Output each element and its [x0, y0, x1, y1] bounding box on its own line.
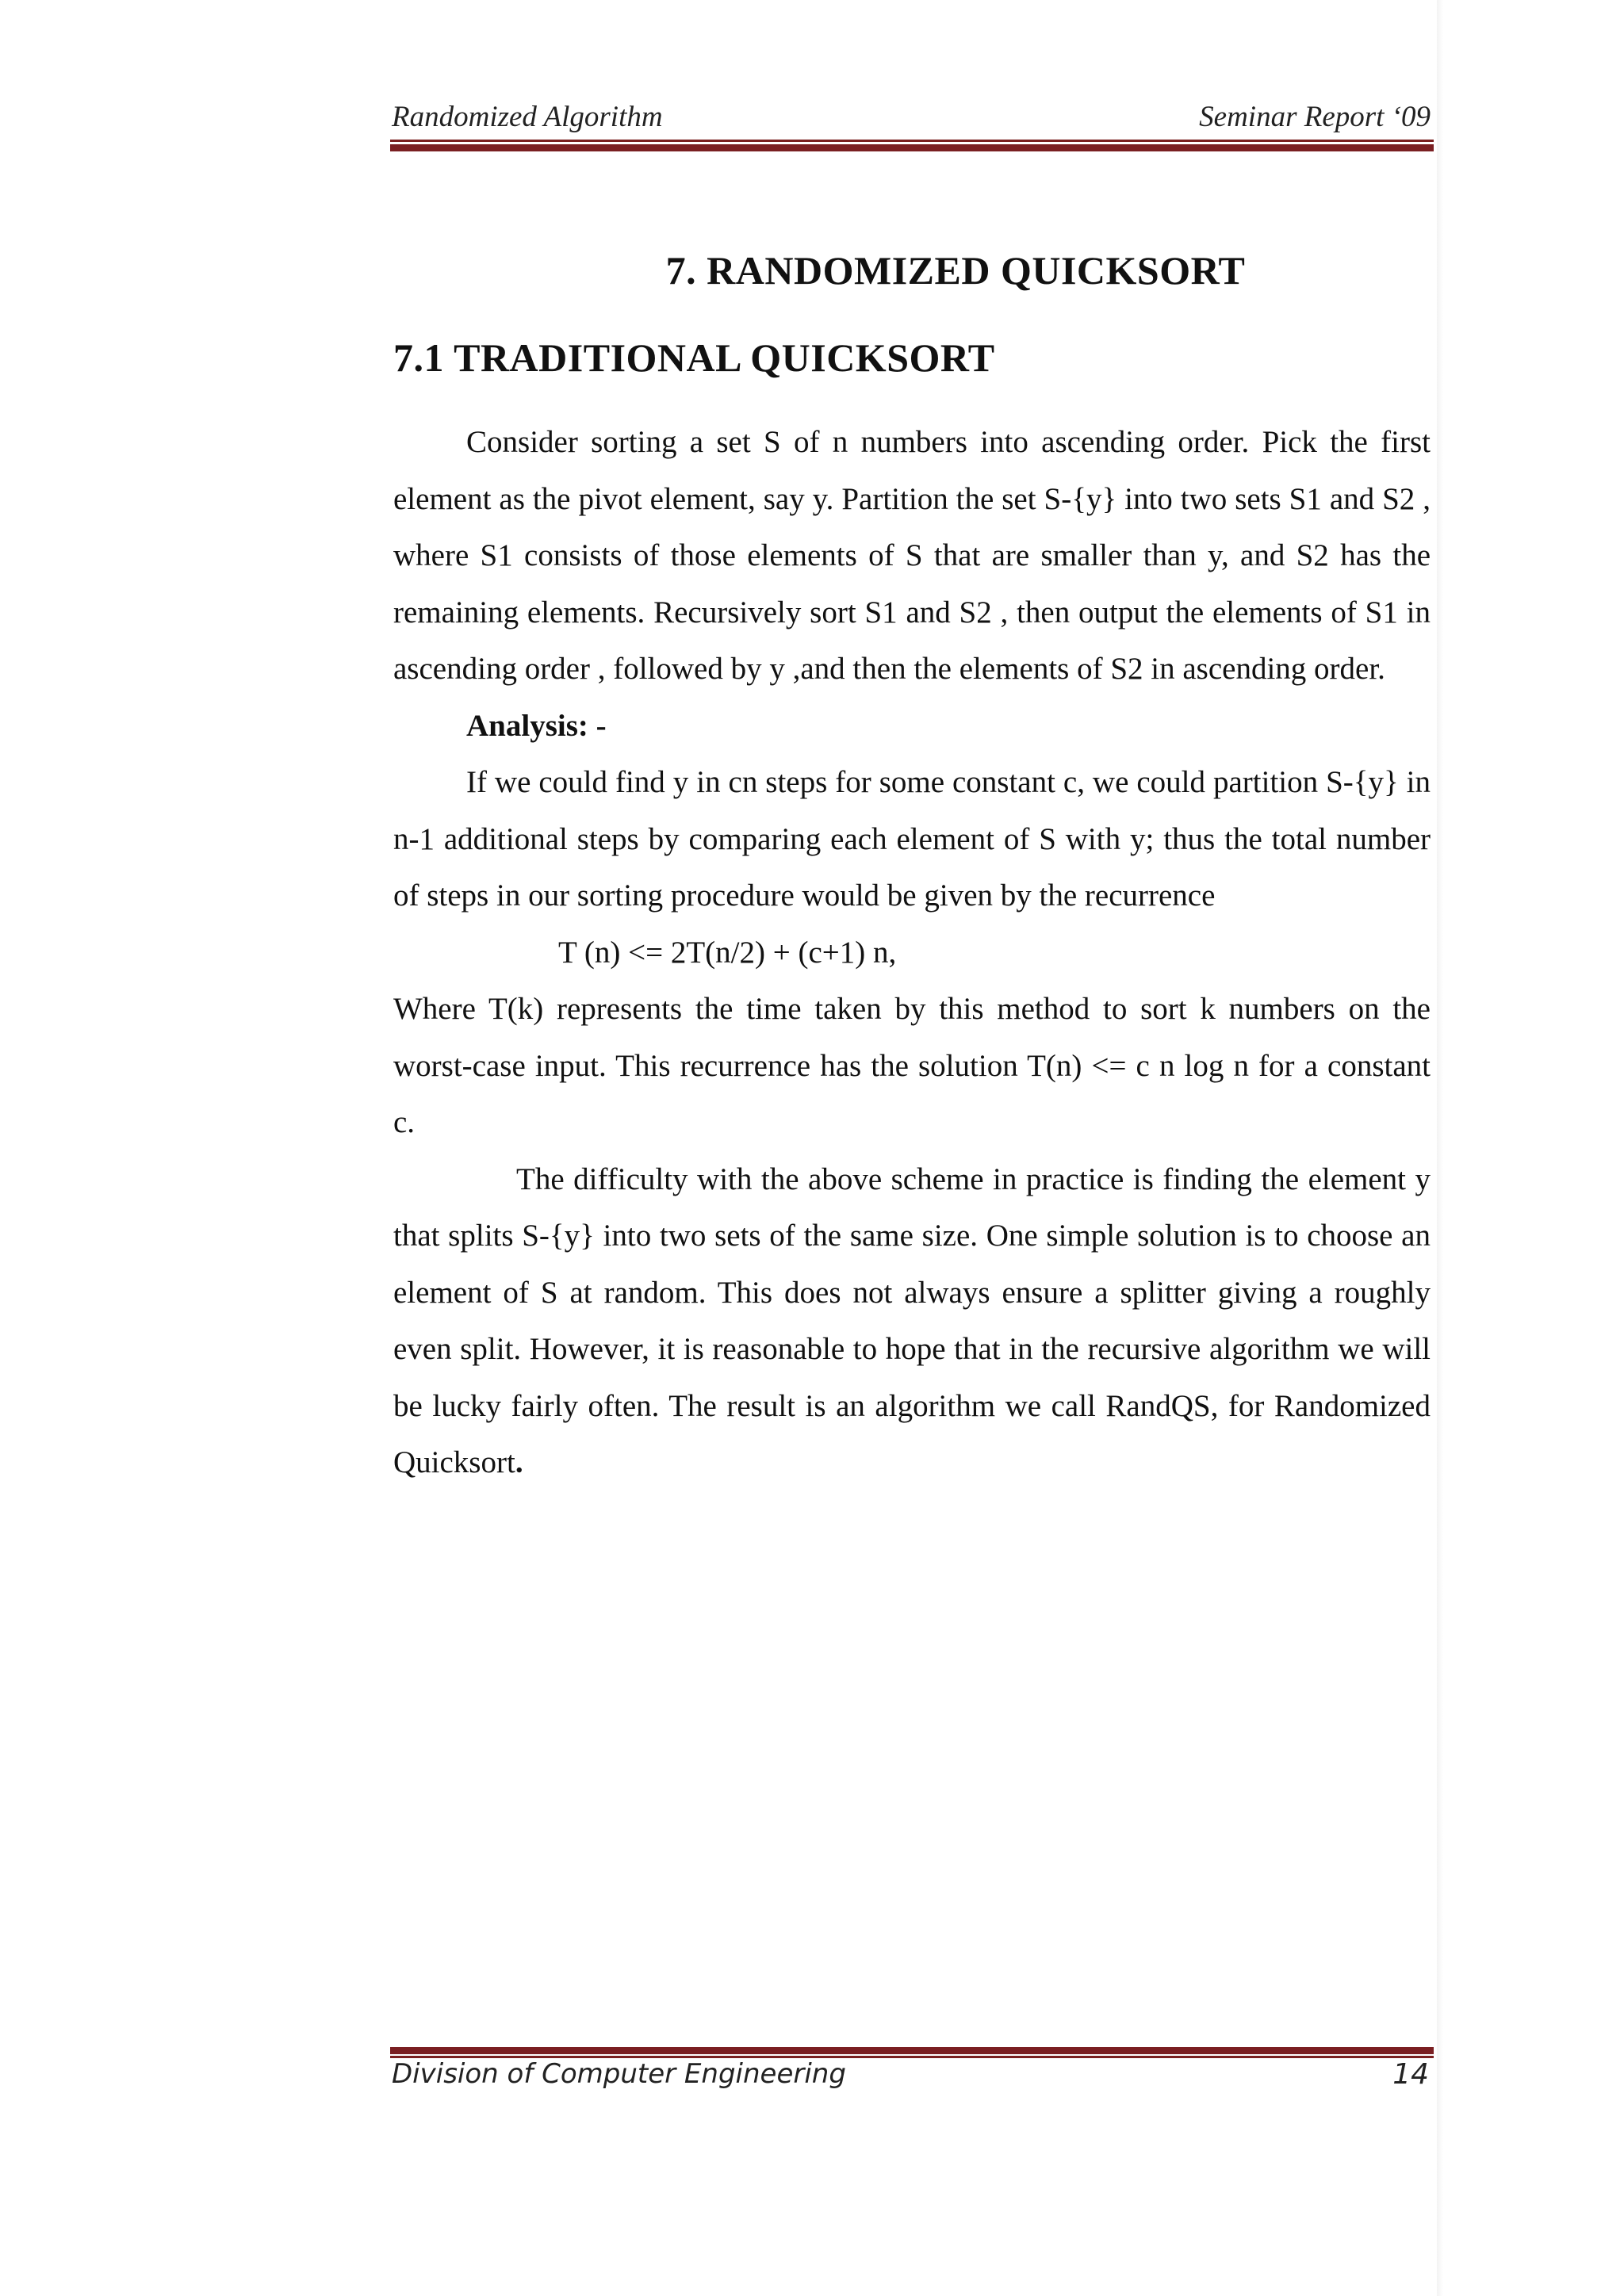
page-footer	[390, 2058, 1434, 2103]
header-rule-thin	[390, 140, 1434, 142]
footer-rule-thick	[390, 2047, 1434, 2054]
section-title: 7.1 TRADITIONAL QUICKSORT	[393, 335, 995, 380]
recurrence-formula: T (n) <= 2T(n/2) + (c+1) n,	[558, 935, 897, 970]
footer-department: Division of Computer Engineering	[392, 2058, 846, 2090]
paragraph-difficulty	[393, 1151, 1431, 1491]
page-number: 14	[1392, 2058, 1429, 2091]
paragraph-solution: Where T(k) represents the time taken by this method to sort k numbers on the worst-case input. This recurrence has the solution T(n) <= c n log n for a constant c.	[393, 992, 1431, 1139]
page-edge-shadow	[1437, 0, 1443, 2296]
header-title: Randomized Algorithm	[392, 101, 663, 133]
paragraph-difficulty-text: The difficulty with the above scheme in practice is finding the element y that splits S-{y} into two sets of the same size. One simple solution is to choose an element of S at random. This does not always ensure a splitter giving a roughly even split. However, it is reasonable to hope that in the recursive algorithm we will be lucky fairly often. The result is an algorithm we call RandQS, for Randomized Quicksort	[393, 1161, 1431, 1479]
paragraph-difficulty-end: .	[515, 1445, 523, 1479]
paragraph-intro: Consider sorting a set S of n numbers into ascending order. Pick the first element as the pivot element, say y. Partition the set S-{y} into two sets S1 and S2 , where S1 consists of those elements of S that are smaller than y, and S2 has the remaining elements. Recursively sort S1 and S2 , then output the elements of S1 in ascending order , followed by y ,and then the elements of S2 in ascending order.	[393, 425, 1431, 686]
page-header	[390, 95, 1434, 140]
header-report-label: Seminar Report ‘09	[1199, 101, 1431, 133]
chapter-title: 7. RANDOMIZED QUICKSORT	[665, 248, 1246, 293]
header-rule-thick	[390, 144, 1434, 151]
analysis-heading: Analysis: -	[466, 708, 607, 743]
paragraph-analysis: If we could find y in cn steps for some constant c, we could partition S-{y} in n-1 additional steps by comparing each element of S with y; thus the total number of steps in our sorting procedure would be given by the recurrence	[393, 765, 1431, 913]
page-content	[393, 238, 1431, 1491]
